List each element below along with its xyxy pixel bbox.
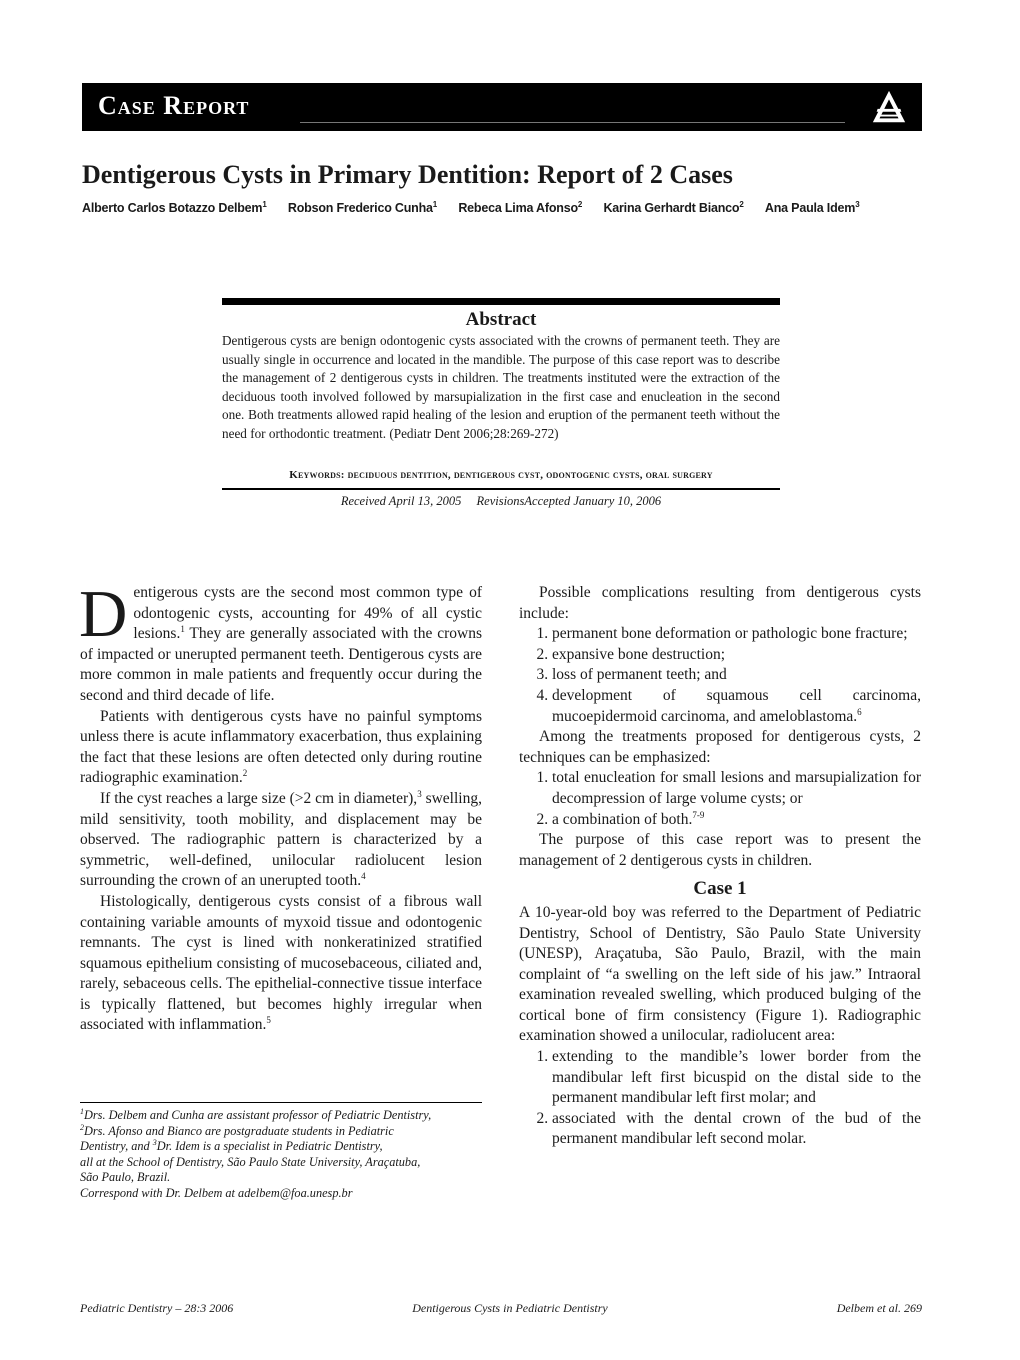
histology-paragraph: Histologically, dentigerous cysts consist of a fibrous wall containing variable amounts of myxoid tissue and odontogenic remnants. The cyst is lined with nonkeratinized stratified squamous epithelium consisting of mucosebaceous, ciliated and, rarely, sebaceous cells. The epithelial-connective tissue interface is typically flattened, but becomes highly irregular when associated with inflammation.$^5$ [80, 892, 482, 1034]
abstract-top-rule [222, 298, 780, 305]
author-item: Alberto Carlos Botazzo Delbem$^1$ [82, 200, 267, 216]
banner-rule [300, 122, 845, 123]
footer-running-title: Dentigerous Cysts in Pediatric Dentistry [412, 1301, 608, 1315]
journal-logo-icon [870, 88, 908, 126]
section-banner [82, 83, 922, 131]
author-footnotes: $^1$Drs. Delbem and Cunha are assistant professor of Pediatric Dentistry, $^2$Drs. Afonso and Bianco are postgraduate students in Pediatric Dentistry, and $^3$Dr. Idem is a specialist in Pediatric Dentistry, all at the School of Dentistry, São Paulo State University, Araçatuba, São Paulo, Brazil. Correspond with Dr. Delbem at adelbem@foa.unesp.br [80, 1108, 482, 1201]
size-paragraph: If the cyst reaches a large size (>2 cm in diameter),$^3$ swelling, mild sensitivity, tooth mobility, and displacement may be observed. The radiographic pattern is characterized by a symmetric, well-defined, unilocular radiolucent lesion surrounding the crown of an unerupted tooth.$^4$ [80, 788, 482, 890]
footer-page: Delbem et al. 269 [836, 1301, 922, 1315]
list-item: 4. development of squamous cell carcinoma, mucoepidermoid carcinoma, and ameloblastoma.$^6$ [552, 686, 921, 727]
section-label: Case Report [98, 91, 250, 120]
footnote-rule [80, 1102, 482, 1103]
author-item: Rebeca Lima Afonso$^2$ [458, 200, 583, 216]
purpose-paragraph: The purpose of this case report was to present the management of 2 dentigerous cysts in children. [519, 831, 921, 869]
intro-paragraph: Dentigerous cysts are the second most common type of odontogenic cysts, accounting for 49% of all cystic lesions.$^1$ They are generally associated with the crowns of impacted or unerupted permanent teeth. Dentigerous cysts are more common in male patients and frequently occur during the second and third decade of life. [79, 577, 482, 704]
list-item: 1. permanent bone deformation or pathologic bone fracture; [552, 624, 921, 645]
article-dates [222, 494, 780, 509]
list-item: 1. extending to the mandible’s lower border from the mandibular left first bicuspid on the distal side to the permanent mandibular left first molar; and [552, 1047, 921, 1109]
accepted-date: RevisionsAccepted January 10, 2006 [476, 494, 662, 508]
abstract-bottom-rule [222, 488, 780, 490]
drop-cap: D [79, 577, 128, 651]
case-1-heading: Case 1 [693, 878, 747, 900]
list-item: 2. expansive bone destruction; [552, 645, 921, 666]
case-1-paragraph: A 10-year-old boy was referred to the Department of Pediatric Dentistry, School of Dentistry, São Paulo State University (UNESP), Araçatuba, São Paulo, Brazil, with the main complaint of “a swelling on the left side of his jaw.” Intraoral examination revealed swelling, which produced bulging of the cortical bone of firm consistency (Figure 1). Radiographic examination showed a unilocular, radiolucent area: [519, 903, 921, 1045]
keywords: Keywords: deciduous dentition, dentigerous cyst, odontogenic cysts, oral surgery [289, 469, 713, 481]
abstract-heading: Abstract [465, 309, 537, 330]
right-column [519, 583, 921, 1150]
complications-intro: Possible complications resulting from dentigerous cysts include: [519, 584, 921, 622]
author-item: Robson Frederico Cunha$^1$ [287, 200, 438, 216]
treatments-list [519, 768, 921, 830]
abstract-text: Dentigerous cysts are benign odontogenic cysts associated with the crowns of permanent teeth. They are usually single in occurrence and located in the mandible. The purpose of this case report was to describe the management of 2 dentigerous cysts in children. The treatments instituted were the extraction of the deciduous tooth involved followed by marsupialization in the first case and enucleation in the second one. Both treatments allowed rapid healing of the lesion and eruption of the permanent teeth without the need for orthodontic treatment. (Pediatr Dent 2006;28:269-272) [222, 333, 780, 441]
author-item: Ana Paula Idem$^3$ [764, 200, 860, 216]
author-item: Karina Gerhardt Bianco$^2$ [603, 200, 744, 216]
author-list [82, 200, 877, 215]
treatments-intro: Among the treatments proposed for dentigerous cysts, 2 techniques can be emphasized: [519, 728, 921, 766]
article-title: Dentigerous Cysts in Primary Dentition: Report of 2 Cases [82, 160, 733, 189]
findings-list [519, 1047, 921, 1150]
correspondence-line: Correspond with Dr. Delbem at adelbem@foa.unesp.br [80, 1185, 353, 1200]
list-item: 3. loss of permanent teeth; and [552, 665, 921, 686]
list-item: 2. associated with the dental crown of the bud of the permanent mandibular left second molar. [552, 1109, 921, 1150]
complications-list [519, 624, 921, 727]
symptoms-paragraph: Patients with dentigerous cysts have no painful symptoms unless there is acute inflammatory exacerbation, thus explaining the fact that these lesions are often detected only during routine radiographic examination.$^2$ [80, 707, 482, 787]
received-date: Received April 13, 2005 [340, 494, 462, 508]
list-item: 1. total enucleation for small lesions and marsupialization for decompression of large volume cysts; or [552, 768, 921, 809]
footer-journal: Pediatric Dentistry – 28:3 2006 [80, 1301, 234, 1315]
list-item: 2. a combination of both.$^{7-9}$ [552, 810, 921, 831]
left-column [79, 577, 482, 1036]
